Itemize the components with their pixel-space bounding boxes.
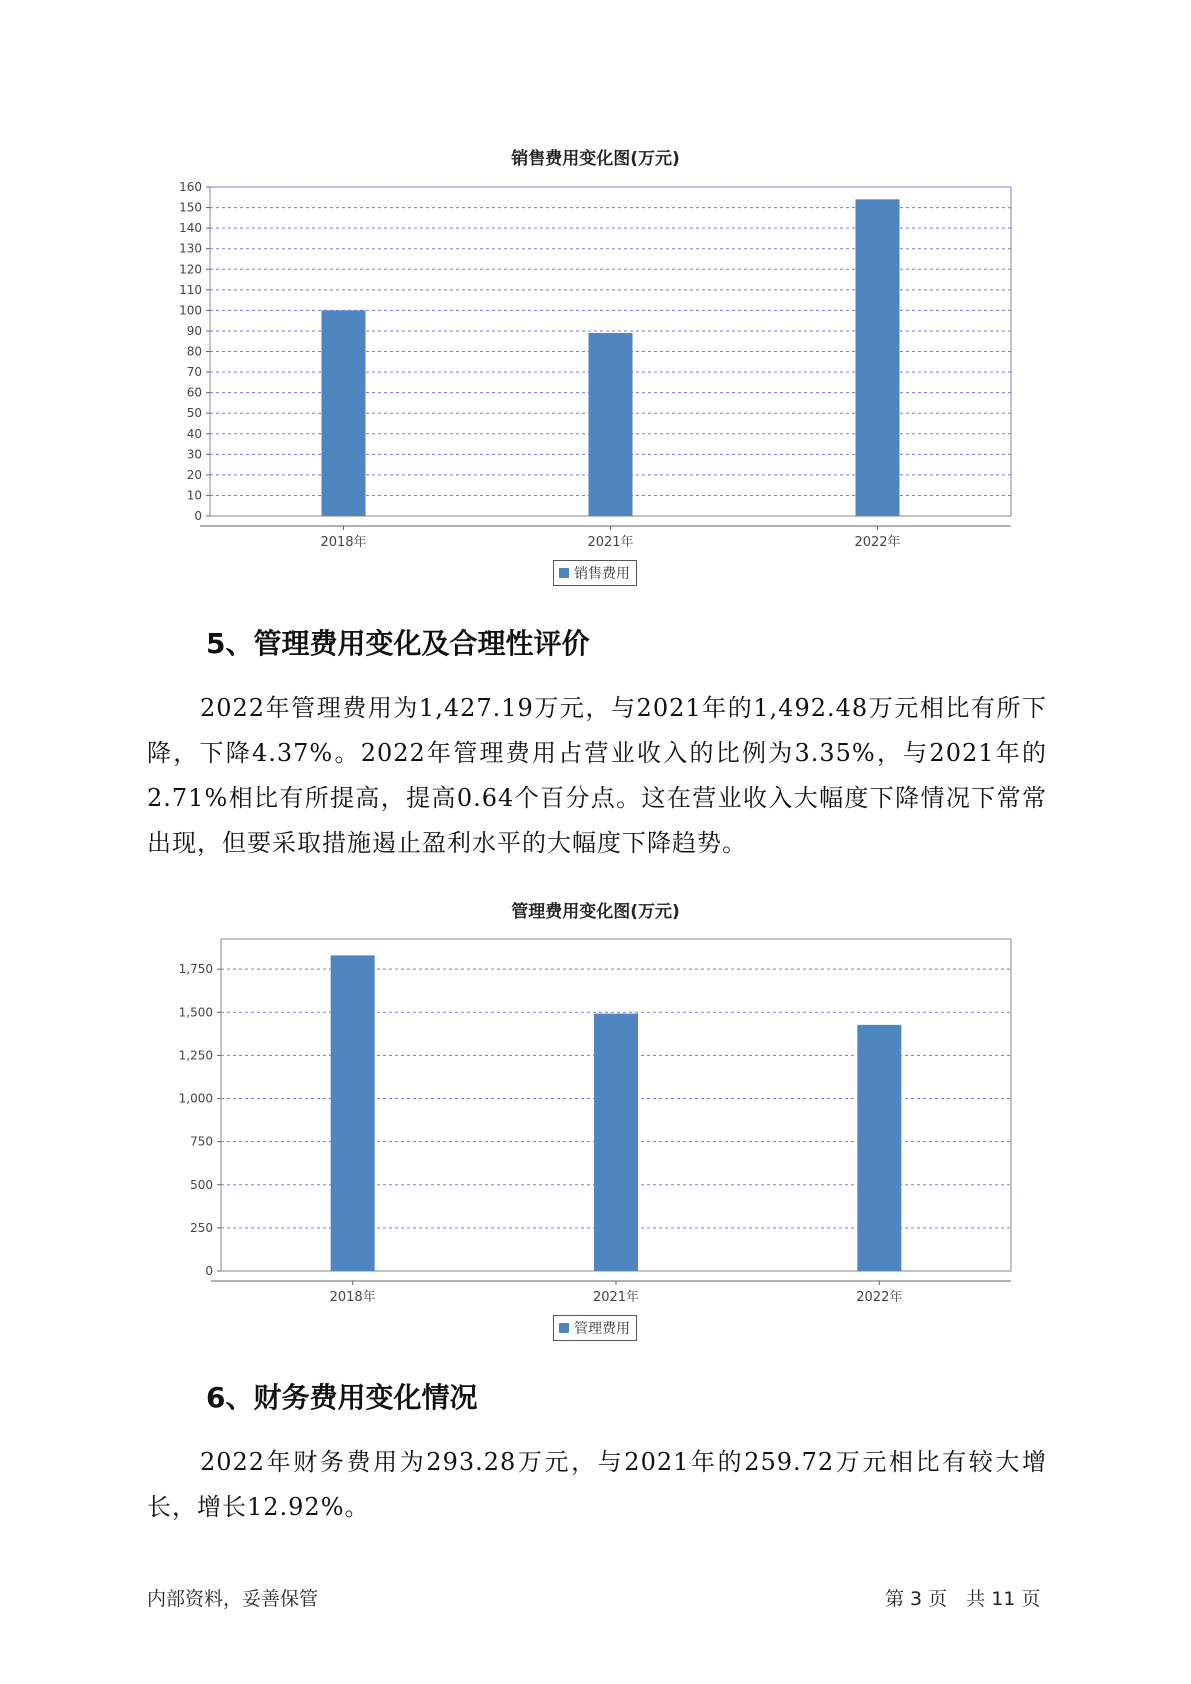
y-tick-label: 750 [190, 1134, 213, 1149]
y-tick-label: 1,000 [178, 1091, 213, 1106]
bar [322, 310, 366, 516]
y-tick-label: 10 [186, 488, 202, 503]
footer-page-number: 第 3 页 共 11 页 [885, 1588, 1041, 1610]
y-tick-label: 1,500 [178, 1005, 213, 1020]
y-tick-label: 110 [179, 282, 202, 297]
chart-title: 管理费用变化图(万元) [511, 902, 680, 922]
y-tick-label: 30 [186, 447, 202, 462]
legend-swatch [559, 568, 569, 578]
bar [856, 199, 900, 516]
y-tick-label: 250 [190, 1220, 213, 1235]
y-tick-label: 60 [186, 385, 202, 400]
y-tick-label: 90 [186, 323, 202, 338]
bar [331, 955, 375, 1271]
y-tick-label: 130 [179, 241, 202, 256]
x-tick-label: 2021年 [587, 535, 634, 550]
x-tick-label: 2018年 [329, 1290, 376, 1305]
x-tick-label: 2022年 [854, 535, 901, 550]
y-tick-label: 40 [186, 426, 202, 441]
y-tick-label: 20 [186, 467, 202, 482]
y-tick-label: 0 [194, 509, 202, 523]
footer-confidential: 内部资料，妥善保管 [147, 1588, 319, 1610]
y-tick-label: 140 [179, 221, 202, 236]
y-tick-label: 0 [205, 1264, 213, 1278]
chart-legend [553, 1315, 637, 1341]
admin-expense-chart [0, 900, 1191, 1320]
bar [857, 1025, 901, 1271]
legend-label: 销售费用 [574, 566, 630, 582]
bar [589, 333, 633, 516]
section-paragraph: 2022年管理费用为1,427.19万元，与2021年的1,492.48万元相比有所下降，下降4.37%。2022年管理费用占营业收入的比例为3.35%，与2021年的2.71%相比有所提高，提高0.64个百分点。这在营业收入大幅度下降情况下常常出现，但要采取措施遏止盈利水平的大幅度下降趋势。 [147, 694, 1047, 857]
bar [594, 1014, 638, 1271]
y-tick-label: 50 [186, 406, 202, 421]
y-tick-label: 1,250 [178, 1048, 213, 1063]
section-heading: 5、管理费用变化及合理性评价 [206, 627, 590, 660]
section-paragraph: 2022年财务费用为293.28万元，与2021年的259.72万元相比有较大增长，增长12.92%。 [147, 1448, 1047, 1521]
y-tick-label: 160 [179, 180, 202, 194]
y-tick-label: 70 [186, 365, 202, 380]
sales-expense-chart [0, 150, 1191, 570]
x-tick-label: 2018年 [320, 535, 367, 550]
y-tick-label: 150 [179, 200, 202, 215]
y-tick-label: 80 [186, 344, 202, 359]
chart-legend [553, 560, 637, 586]
y-tick-label: 500 [190, 1177, 213, 1192]
y-tick-label: 120 [179, 262, 202, 277]
x-tick-label: 2022年 [856, 1290, 903, 1305]
legend-swatch [559, 1323, 569, 1333]
chart-title: 销售费用变化图(万元) [511, 149, 680, 169]
y-tick-label: 1,750 [178, 962, 213, 977]
legend-label: 管理费用 [574, 1321, 630, 1337]
y-tick-label: 100 [179, 303, 202, 318]
section-heading: 6、财务费用变化情况 [206, 1381, 478, 1414]
x-tick-label: 2021年 [592, 1290, 640, 1305]
